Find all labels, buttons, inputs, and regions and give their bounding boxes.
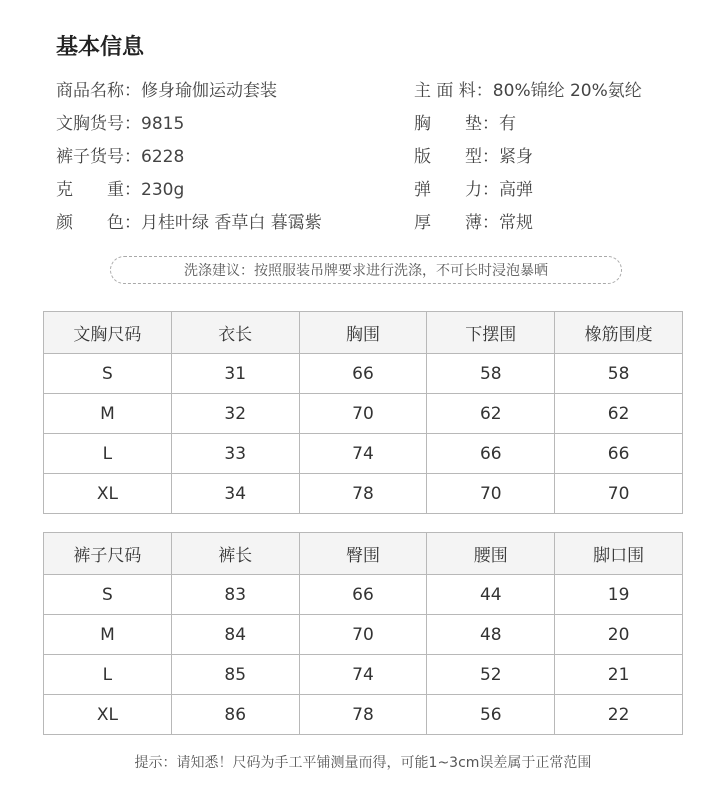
table-cell: 83 bbox=[171, 575, 299, 615]
top-code: 文胸货号：9815 bbox=[56, 114, 185, 134]
weight: 克 重：230g bbox=[56, 180, 185, 200]
column-header: 下摆围 bbox=[427, 312, 555, 354]
table-cell: 70 bbox=[299, 394, 427, 434]
table-cell: 74 bbox=[299, 655, 427, 695]
table-cell: 31 bbox=[171, 354, 299, 394]
table-cell: L bbox=[44, 434, 172, 474]
column-header: 腰围 bbox=[427, 533, 555, 575]
table-cell: 84 bbox=[171, 615, 299, 655]
table-cell: 74 bbox=[299, 434, 427, 474]
colors: 颜 色：月桂叶绿 香草白 暮霭紫 bbox=[56, 213, 322, 233]
table-cell: 44 bbox=[427, 575, 555, 615]
table-cell: 66 bbox=[555, 434, 683, 474]
table-cell: 58 bbox=[555, 354, 683, 394]
info-row bbox=[56, 138, 696, 171]
table-cell: 70 bbox=[427, 474, 555, 514]
material: 主 面 料：80%锦纶 20%氨纶 bbox=[414, 81, 642, 101]
table-row bbox=[44, 394, 683, 434]
info-row bbox=[56, 204, 696, 237]
info-row bbox=[56, 72, 696, 105]
table-cell: 34 bbox=[171, 474, 299, 514]
column-header: 橡筋围度 bbox=[555, 312, 683, 354]
table-row bbox=[44, 695, 683, 735]
elasticity: 弹 力：高弹 bbox=[414, 180, 533, 200]
table-cell: XL bbox=[44, 474, 172, 514]
bottom-size-table bbox=[43, 532, 683, 735]
column-header: 臀围 bbox=[299, 533, 427, 575]
table-cell: 62 bbox=[427, 394, 555, 434]
table-cell: 22 bbox=[555, 695, 683, 735]
basic-info bbox=[56, 72, 696, 237]
table-row bbox=[44, 354, 683, 394]
table-cell: 56 bbox=[427, 695, 555, 735]
table-cell: 66 bbox=[427, 434, 555, 474]
column-header: 胸围 bbox=[299, 312, 427, 354]
table-cell: 78 bbox=[299, 474, 427, 514]
table-cell: S bbox=[44, 575, 172, 615]
info-row bbox=[56, 105, 696, 138]
table-cell: M bbox=[44, 615, 172, 655]
table-cell: 20 bbox=[555, 615, 683, 655]
table-cell: L bbox=[44, 655, 172, 695]
column-header: 裤子尺码 bbox=[44, 533, 172, 575]
info-row bbox=[56, 171, 696, 204]
table-cell: 78 bbox=[299, 695, 427, 735]
table-cell: 70 bbox=[299, 615, 427, 655]
table-cell: 21 bbox=[555, 655, 683, 695]
table-cell: M bbox=[44, 394, 172, 434]
bottom-code: 裤子货号：6228 bbox=[56, 147, 185, 167]
table-cell: 70 bbox=[555, 474, 683, 514]
table-cell: XL bbox=[44, 695, 172, 735]
table-cell: S bbox=[44, 354, 172, 394]
table-cell: 86 bbox=[171, 695, 299, 735]
table-cell: 19 bbox=[555, 575, 683, 615]
table-header-row bbox=[44, 312, 683, 354]
table-cell: 58 bbox=[427, 354, 555, 394]
column-header: 文胸尺码 bbox=[44, 312, 172, 354]
product-name: 商品名称：修身瑜伽运动套装 bbox=[56, 81, 277, 101]
footer-note: 提示：请知悉！尺码为手工平铺测量而得，可能1~3cm误差属于正常范围 bbox=[134, 755, 592, 771]
top-size-table bbox=[43, 311, 683, 514]
thickness: 厚 薄：常规 bbox=[414, 213, 533, 233]
table-cell: 66 bbox=[299, 354, 427, 394]
table-cell: 52 bbox=[427, 655, 555, 695]
table-cell: 62 bbox=[555, 394, 683, 434]
table-cell: 33 bbox=[171, 434, 299, 474]
table-row bbox=[44, 575, 683, 615]
column-header: 脚口围 bbox=[555, 533, 683, 575]
padding: 胸 垫：有 bbox=[414, 114, 516, 134]
table-cell: 66 bbox=[299, 575, 427, 615]
table-cell: 85 bbox=[171, 655, 299, 695]
wash-note: 洗涤建议：按照服装吊牌要求进行洗涤，不可长时浸泡暴晒 bbox=[110, 256, 622, 284]
column-header: 裤长 bbox=[171, 533, 299, 575]
section-title: 基本信息 bbox=[56, 35, 145, 60]
table-row bbox=[44, 655, 683, 695]
fit: 版 型：紧身 bbox=[414, 147, 533, 167]
table-cell: 32 bbox=[171, 394, 299, 434]
table-row bbox=[44, 615, 683, 655]
table-row bbox=[44, 434, 683, 474]
table-header-row bbox=[44, 533, 683, 575]
column-header: 衣长 bbox=[171, 312, 299, 354]
table-cell: 48 bbox=[427, 615, 555, 655]
table-row bbox=[44, 474, 683, 514]
